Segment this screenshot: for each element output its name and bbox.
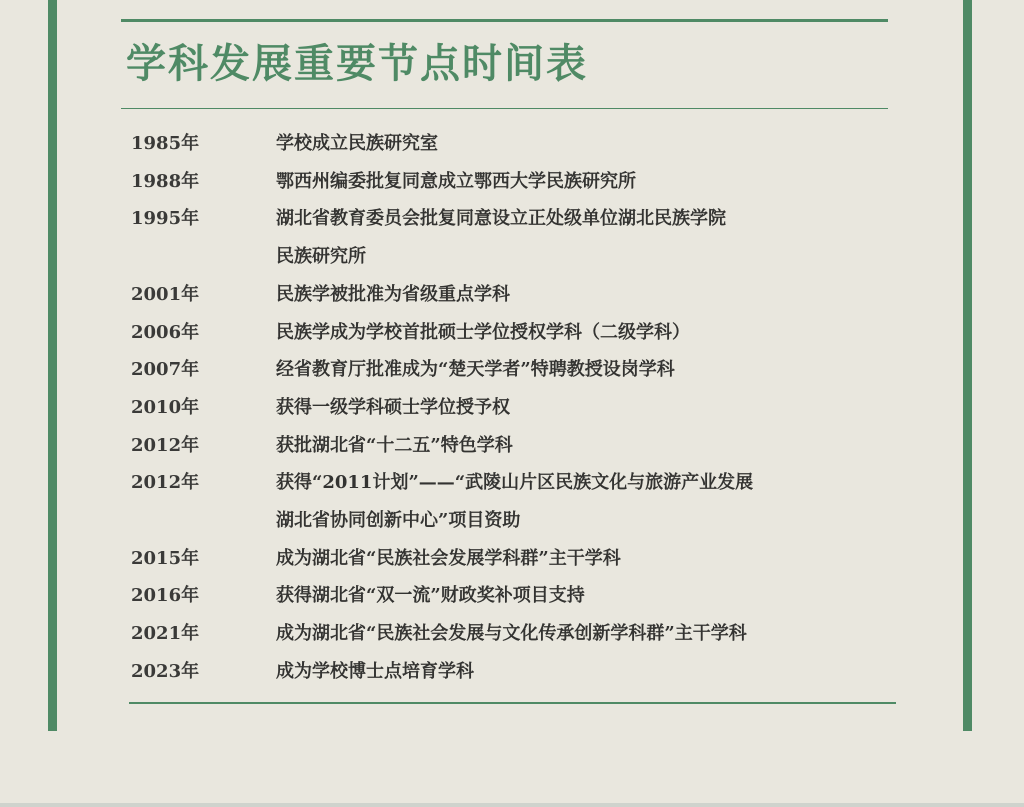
timeline-event-line: 获批湖北省“十二五”特色学科 — [276, 434, 513, 456]
timeline-year: 2023年 — [131, 660, 200, 682]
timeline-event-line: 湖北省教育委员会批复同意设立正处级单位湖北民族学院 — [276, 208, 726, 230]
timeline-row — [131, 163, 871, 201]
page-edge — [0, 803, 1024, 807]
timeline-event — [276, 540, 871, 578]
timeline-event — [276, 389, 871, 427]
timeline-event-line: 鄂西州编委批复同意成立鄂西大学民族研究所 — [276, 170, 636, 192]
top-rule — [121, 19, 888, 22]
timeline-event-line: 成为学校博士点培育学科 — [276, 660, 474, 682]
timeline-row — [131, 464, 871, 539]
timeline-event-line: 湖北省协同创新中心”项目资助 — [276, 510, 521, 532]
timeline-event-line: 获得“2011计划”——“武陵山片区民族文化与旅游产业发展 — [276, 472, 754, 494]
bottom-rule — [129, 702, 896, 704]
timeline-table — [131, 125, 871, 691]
right-border-bar — [963, 0, 972, 731]
timeline-event-line: 民族学被批准为省级重点学科 — [276, 283, 510, 305]
timeline-year: 1985年 — [131, 133, 200, 154]
timeline-row — [131, 653, 871, 691]
timeline-year: 2012年 — [131, 472, 200, 494]
timeline-row — [131, 200, 871, 275]
timeline-row — [131, 615, 871, 653]
left-border-bar — [48, 0, 57, 731]
timeline-event — [276, 200, 871, 275]
timeline-event-line: 成为湖北省“民族社会发展与文化传承创新学科群”主干学科 — [276, 623, 747, 645]
timeline-event — [276, 125, 871, 163]
timeline-event — [276, 163, 871, 201]
timeline-row — [131, 351, 871, 389]
timeline-year: 2015年 — [131, 547, 200, 569]
timeline-year: 2007年 — [131, 359, 200, 381]
timeline-event — [276, 615, 871, 653]
timeline-row — [131, 125, 871, 163]
timeline-event — [276, 314, 871, 352]
timeline-year: 2010年 — [131, 396, 200, 418]
timeline-event-line: 民族研究所 — [276, 246, 366, 268]
timeline-row — [131, 540, 871, 578]
timeline-year: 2012年 — [131, 434, 200, 456]
page-title: 学科发展重要节点时间表 — [126, 40, 588, 87]
timeline-year: 1988年 — [131, 170, 200, 192]
timeline-event — [276, 276, 871, 314]
timeline-event-line: 成为湖北省“民族社会发展学科群”主干学科 — [276, 547, 621, 569]
timeline-year: 2006年 — [131, 321, 200, 343]
timeline-event-line: 学校成立民族研究室 — [276, 133, 438, 154]
timeline-year: 2016年 — [131, 585, 200, 607]
timeline-event — [276, 351, 871, 389]
timeline-event — [276, 653, 871, 691]
timeline-event — [276, 427, 871, 465]
timeline-event — [276, 577, 871, 615]
timeline-row — [131, 314, 871, 352]
title-rule — [121, 108, 888, 109]
timeline-event-line: 获得湖北省“双一流”财政奖补项目支持 — [276, 585, 585, 607]
timeline-row — [131, 427, 871, 465]
timeline-event-line: 获得一级学科硕士学位授予权 — [276, 396, 510, 418]
timeline-year: 2021年 — [131, 623, 200, 645]
timeline-row — [131, 276, 871, 314]
timeline-year: 1995年 — [131, 208, 200, 230]
timeline-row — [131, 389, 871, 427]
timeline-event-line: 民族学成为学校首批硕士学位授权学科（二级学科） — [276, 321, 690, 343]
timeline-event — [276, 464, 871, 539]
timeline-row — [131, 577, 871, 615]
timeline-event-line: 经省教育厅批准成为“楚天学者”特聘教授设岗学科 — [276, 359, 675, 381]
timeline-year: 2001年 — [131, 283, 200, 305]
